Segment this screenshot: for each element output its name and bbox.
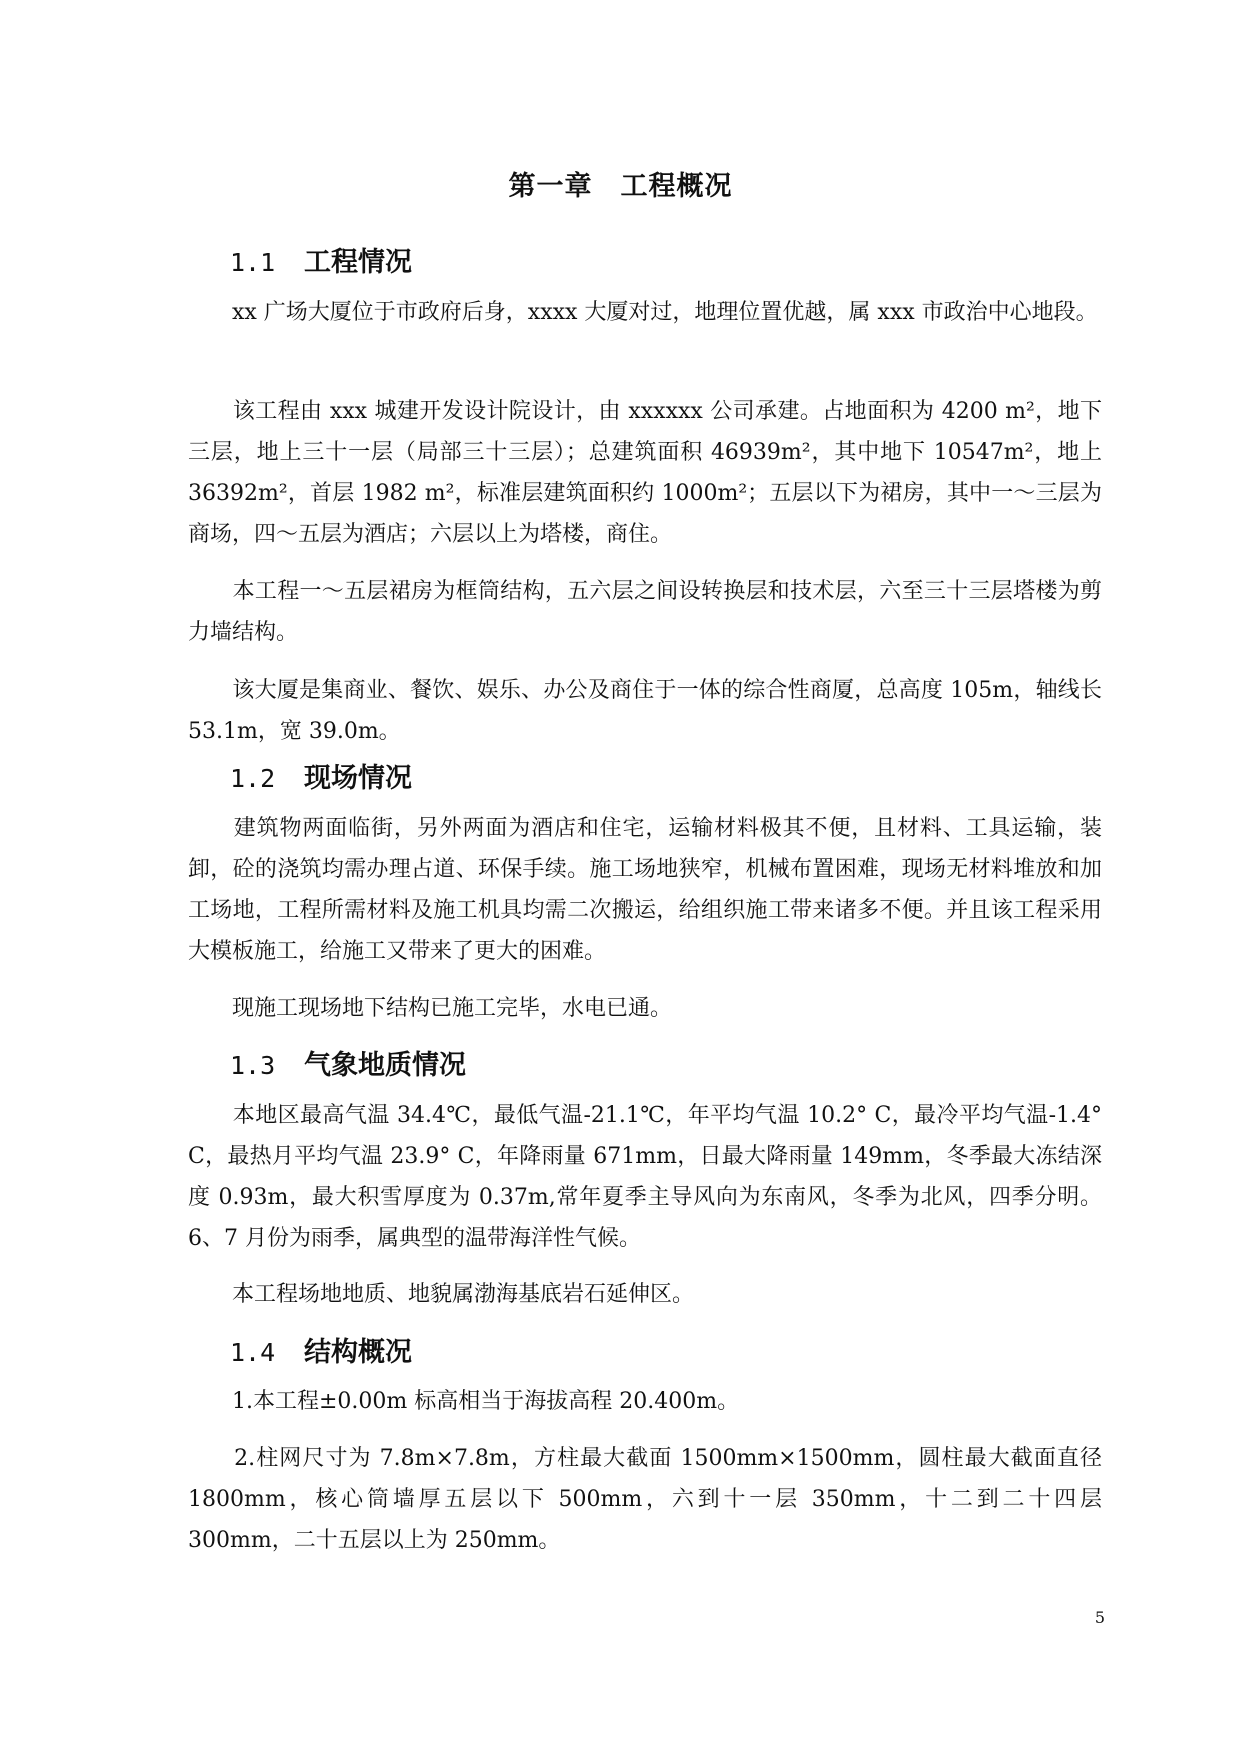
chapter-title: 第一章 工程概况 xyxy=(508,171,733,202)
paragraph: 该大厦是集商业、餐饮、娱乐、办公及商住于一体的综合性商厦，总高度 105m，轴线长 53.1m，宽 39.0m。 xyxy=(188,678,1109,744)
section-number: 1.1 xyxy=(230,248,276,277)
paragraph: 现施工现场地下结构已施工完毕，水电已通。 xyxy=(188,996,673,1021)
paragraph: 1.本工程±0.00m 标高相当于海拔高程 20.400m。 xyxy=(188,1389,740,1414)
paragraph: xx 广场大厦位于市政府后身，xxxx 大厦对过，地理位置优越，属 xxx 市政治中心地段。 xyxy=(188,300,1098,325)
page-number: 5 xyxy=(1094,1608,1105,1627)
section-title: 结构概况 xyxy=(304,1337,412,1368)
section-number: 1.3 xyxy=(230,1051,276,1080)
section-number: 1.4 xyxy=(230,1338,276,1367)
section-title: 气象地质情况 xyxy=(304,1050,466,1081)
section-heading-1-3 xyxy=(230,1043,466,1082)
paragraph: 本工程场地地质、地貌属渤海基底岩石延伸区。 xyxy=(188,1282,695,1307)
section-heading-1-4 xyxy=(230,1330,412,1369)
paragraph: 本工程一～五层裙房为框筒结构，五六层之间设转换层和技术层，六至三十三层塔楼为剪力墙结构。 xyxy=(188,579,1102,645)
section-heading-1-2 xyxy=(230,756,412,795)
section-title: 现场情况 xyxy=(304,763,412,794)
paragraph: 建筑物两面临街，另外两面为酒店和住宅，运输材料极其不便，且材料、工具运输，装卸，砼的浇筑均需办理占道、环保手续。施工场地狭窄，机械布置困难，现场无材料堆放和加工场地，工程所需材料及施工机具均需二次搬运，给组织施工带来诸多不便。并且该工程采用大模板施工，给施工又带来了更大的困难。 xyxy=(188,816,1102,964)
section-number: 1.2 xyxy=(230,764,276,793)
section-title: 工程情况 xyxy=(304,247,412,278)
section-heading-1-1 xyxy=(230,240,412,279)
paragraph: 2.柱网尺寸为 7.8m×7.8m，方柱最大截面 1500mm×1500mm，圆柱最大截面直径 1800mm，核心筒墙厚五层以下 500mm，六到十一层 350mm，十二到二十四层 300mm，二十五层以上为 250mm。 xyxy=(188,1446,1109,1553)
paragraph: 该工程由 xxx 城建开发设计院设计，由 xxxxxx 公司承建。占地面积为 4200 m²，地下三层，地上三十一层（局部三十三层）；总建筑面积 46939m²，其中地下 10547m²，地上 36392m²，首层 1982 m²，标准层建筑面积约 1000m²；五层以下为裙房，其中一～三层为商场，四～五层为酒店；六层以上为塔楼，商住。 xyxy=(188,399,1109,547)
paragraph: 本地区最高气温 34.4℃，最低气温-21.1℃，年平均气温 10.2° C，最冷平均气温-1.4° C，最热月平均气温 23.9° C，年降雨量 671mm，日最大降雨量 149mm，冬季最大冻结深度 0.93m，最大积雪厚度为 0.37m,常年夏季主导风向为东南风，冬季为北风，四季分明。6、7 月份为雨季，属典型的温带海洋性气候。 xyxy=(188,1103,1109,1251)
